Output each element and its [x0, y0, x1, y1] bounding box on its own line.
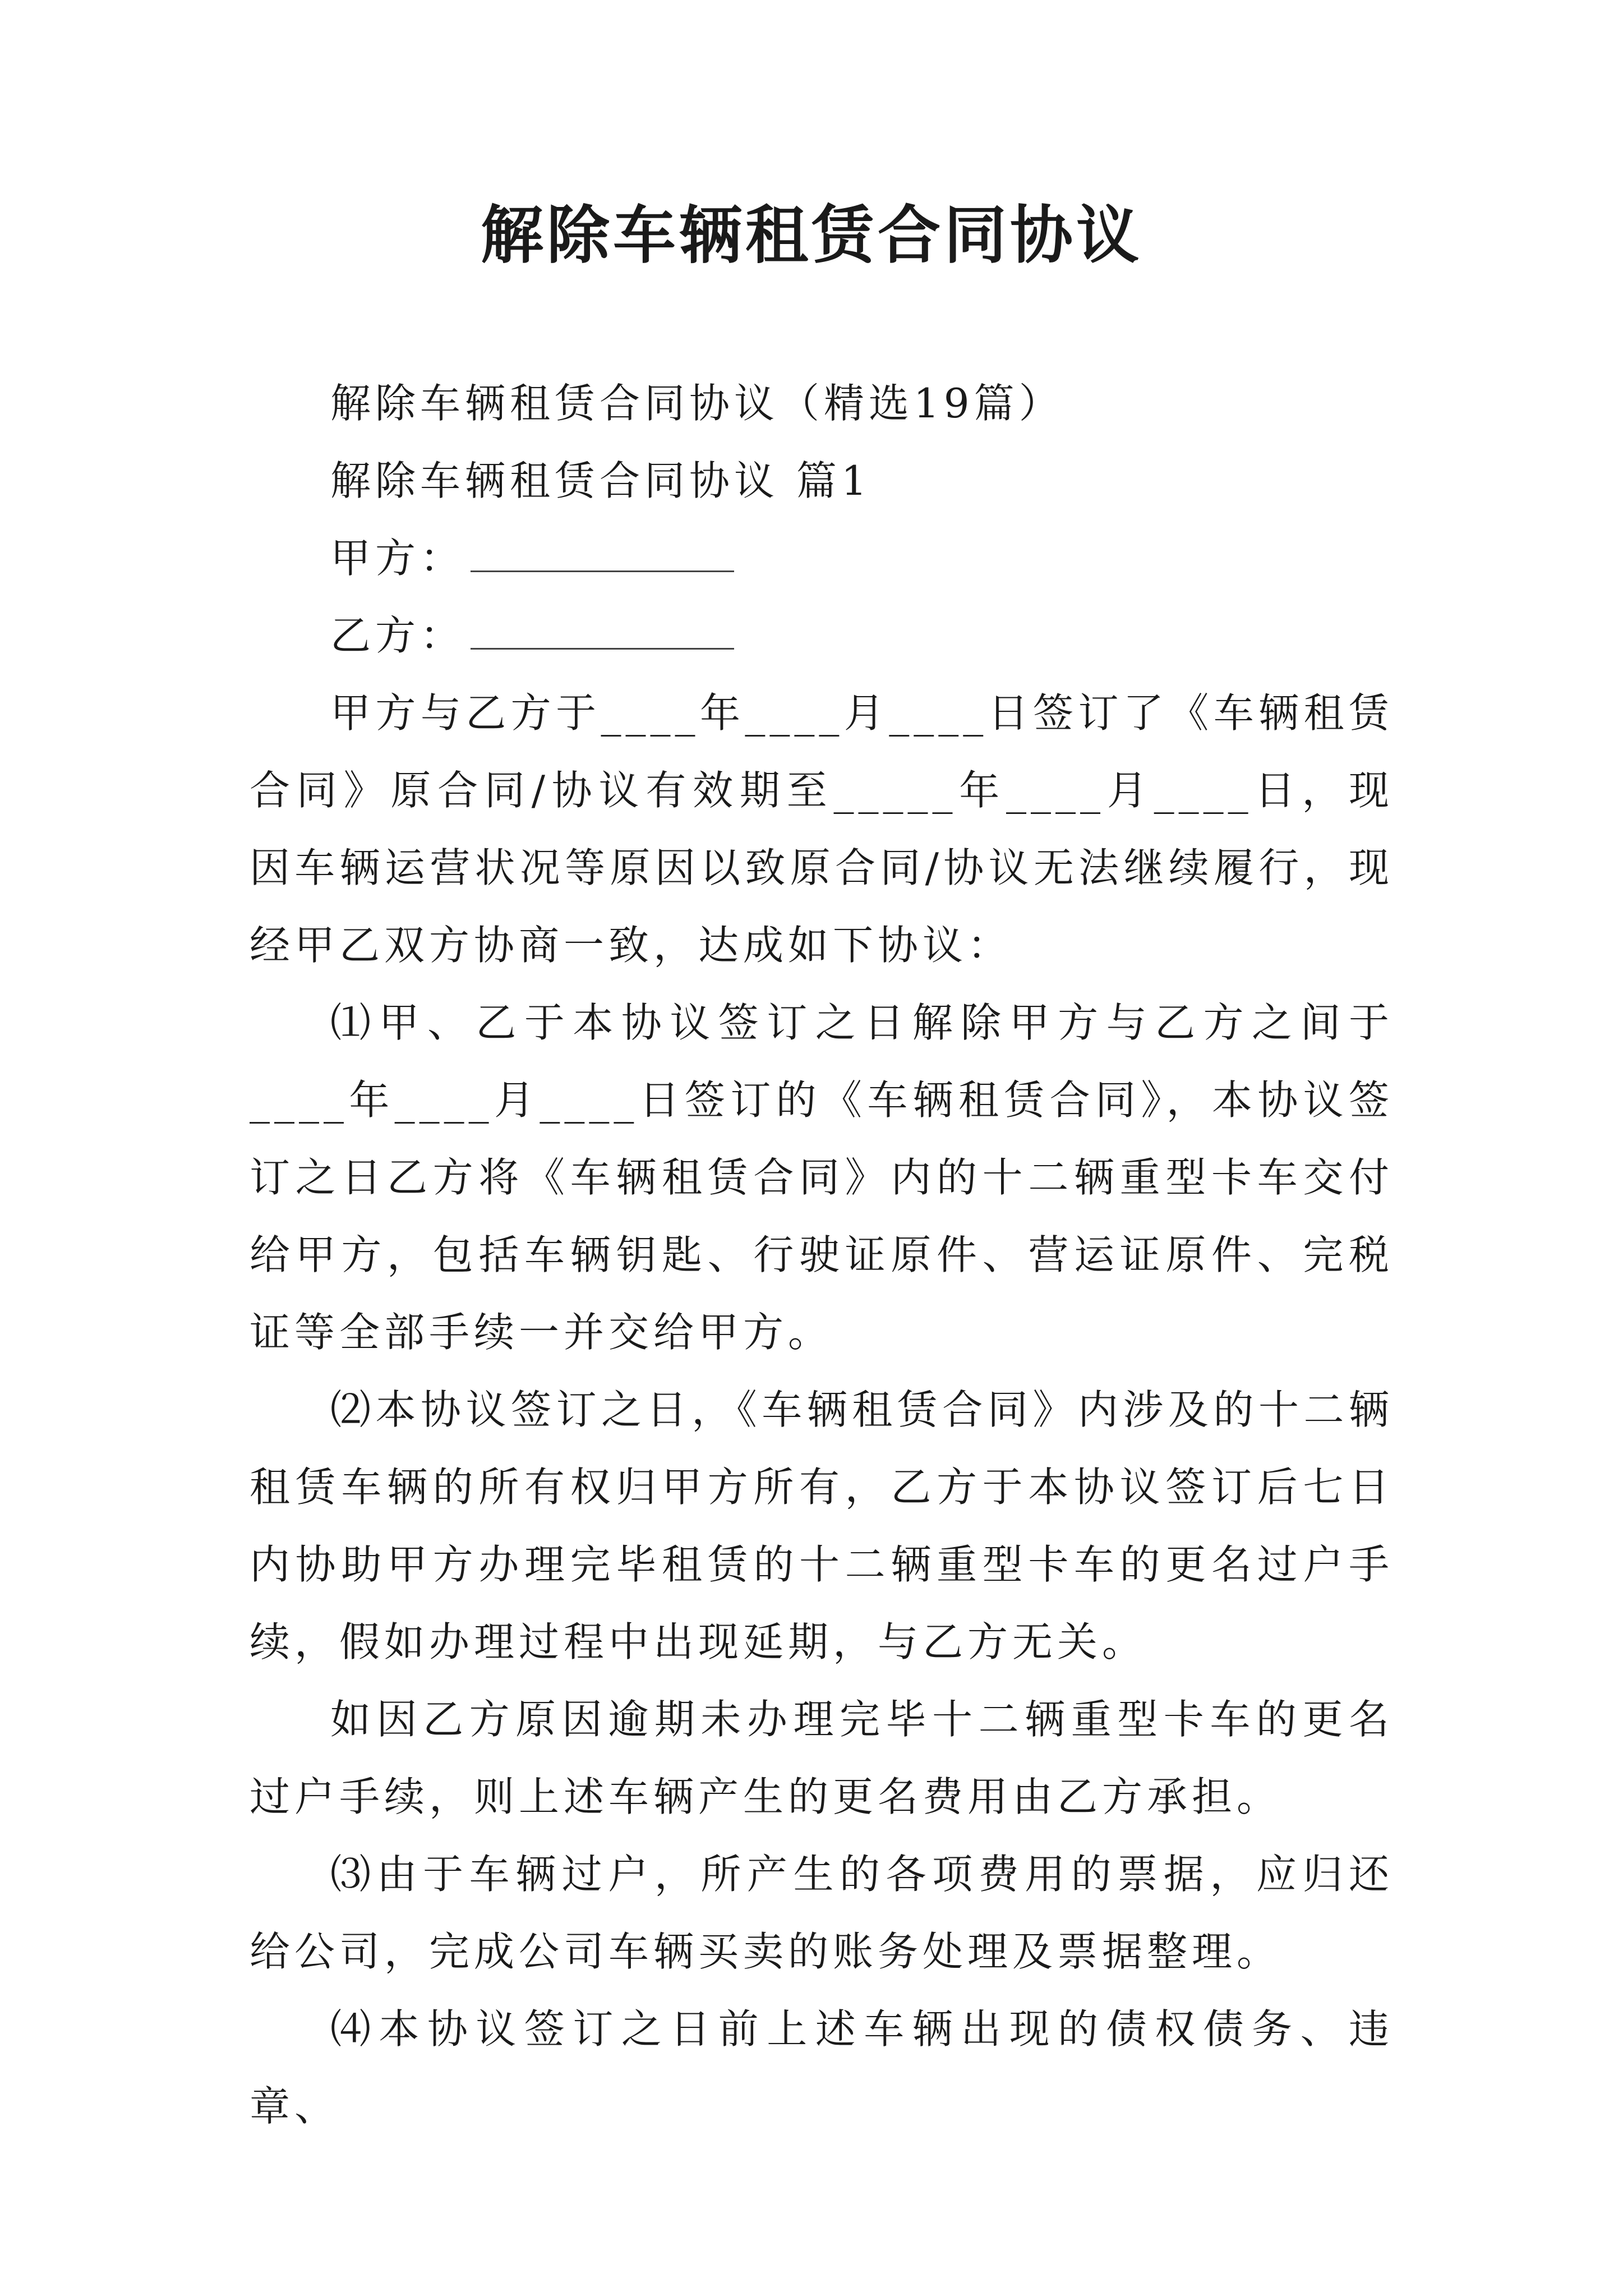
- party-a-label: 甲方：: [330, 535, 465, 582]
- party-b-line: [250, 597, 1394, 674]
- paragraph-clause-2-note: 如因乙方原因逾期未办理完毕十二辆重型卡车的更名过户手续，则上述车辆产生的更名费用由乙方承担。: [250, 1696, 1394, 1820]
- document-subtitle: 解除车辆租赁合同协议（精选19篇）: [330, 380, 1064, 427]
- paragraph-intro: 甲方与乙方于____年____月____日签订了《车辆租赁合同》原合同/协议有效期至_____年____月____日，现因车辆运营状况等原因以致原合同/协议无法继续履行，现经甲乙双方协商一致，达成如下协议：: [250, 689, 1394, 969]
- paragraph-clause-4: ⑷本协议签订之日前上述车辆出现的债权债务、违章、: [250, 2005, 1394, 2130]
- paragraph-clause-1: ⑴甲、乙于本协议签订之日解除甲方与乙方之间于____年____月____日签订的《车辆租赁合同》，本协议签订之日乙方将《车辆租赁合同》内的十二辆重型卡车交付给甲方，包括车辆钥匙、行驶证原件、营运证原件、完税证等全部手续一并交给甲方。: [250, 999, 1394, 1356]
- paragraph-clause-3: ⑶由于车辆过户，所产生的各项费用的票据，应归还给公司，完成公司车辆买卖的账务处理及票据整理。: [250, 1851, 1394, 1975]
- party-b-label: 乙方：: [330, 612, 465, 659]
- party-a-line: [250, 519, 1394, 597]
- document-body: [250, 365, 1394, 2145]
- document-title: 解除车辆租赁合同协议: [481, 199, 1142, 272]
- party-a-blank: [471, 537, 734, 572]
- paragraph-clause-2: ⑵本协议签订之日，《车辆租赁合同》内涉及的十二辆租赁车辆的所有权归甲方所有，乙方于本协议签订后七日内协助甲方办理完毕租赁的十二辆重型卡车的更名过户手续，假如办理过程中出现延期，与乙方无关。: [250, 1386, 1394, 1665]
- section-heading: 解除车辆租赁合同协议 篇1: [330, 457, 872, 504]
- party-b-blank: [471, 614, 734, 650]
